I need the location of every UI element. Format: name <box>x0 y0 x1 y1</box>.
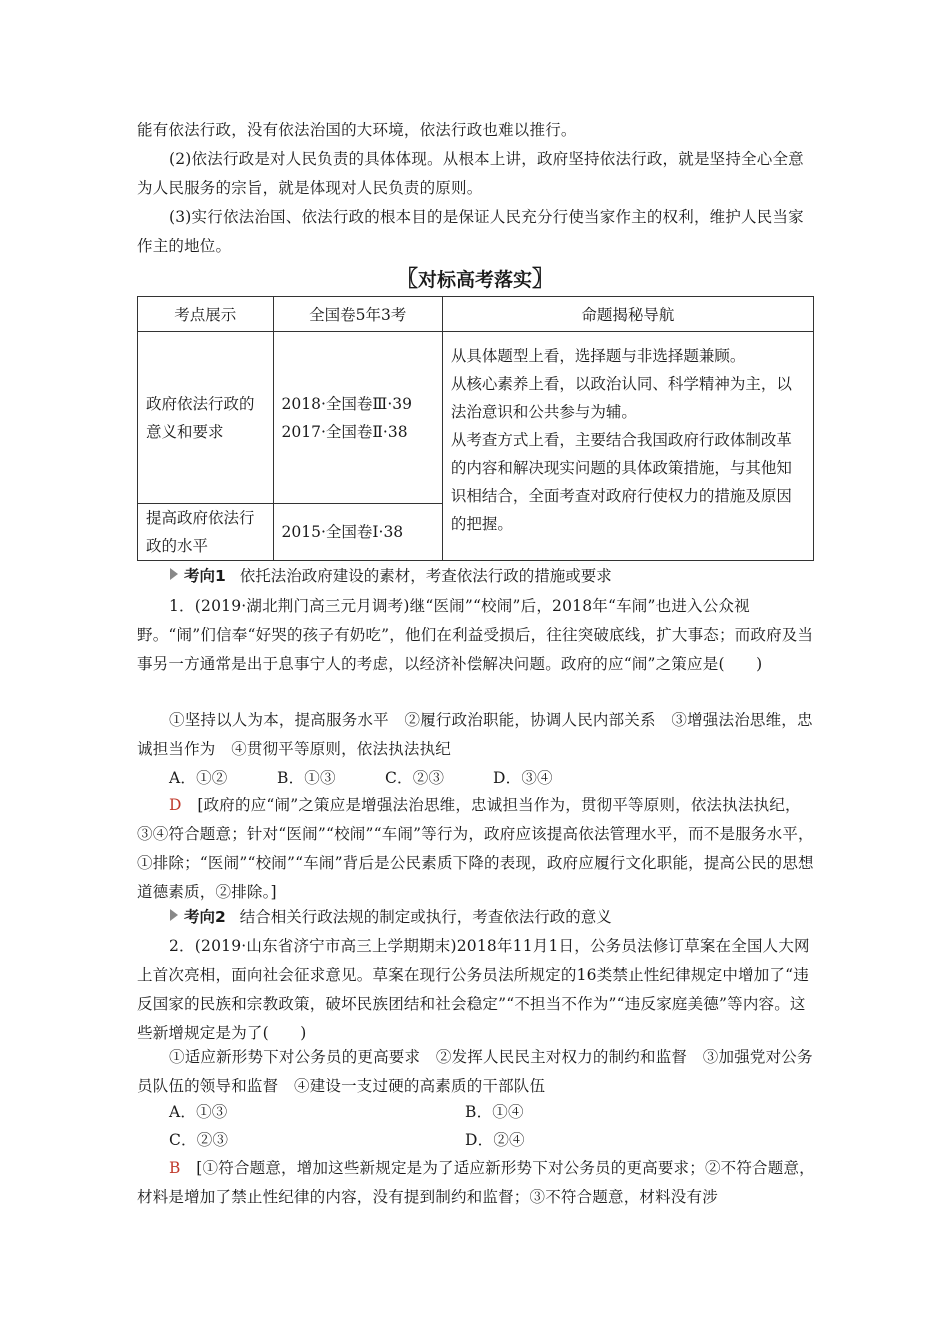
topic-cell: 政府依法行政的意义和要求 <box>138 332 274 504</box>
triangle-icon <box>170 568 178 580</box>
kaoxiang-label: 考向2 <box>184 908 226 926</box>
topic-cell: 提高政府依法行政的水平 <box>138 504 274 561</box>
question-items: ①坚持以人为本，提高服务水平 ②履行政治职能，协调人民内部关系 ③增强法治思维，忠诚担当作为 ④贯彻平等原则，依法执法执纪 <box>137 711 813 758</box>
kaoxiang-label: 考向1 <box>184 567 226 585</box>
explanation-text: [①符合题意，增加这些新规定是为了适应新形势下对公务员的更高要求；②不符合题意，材料是增加了禁止性纪律的内容，没有提到制约和监督；③不符合题意，材料没有涉 <box>137 1159 815 1206</box>
option: C．②③ <box>169 1131 229 1149</box>
exam-ref: 2018·全国卷Ⅲ·39 <box>281 394 412 413</box>
explanation-text: [政府的应“闹”之策应是增强法治思维，忠诚担当作为，贯彻平等原则，依法执法执纪，③④符合题意；针对“医闹”“校闹”“车闹”等行为，政府应该提高依法管理水平，而不是服务水平，①排除；“医闹”“校闹”“车闹”背后是公民素质下降的表现，政府应履行文化职能，提高公民的思想道德素质，②排除。] <box>137 796 814 901</box>
exam-cell <box>273 332 442 504</box>
intro-point-2: (2)依法行政是对人民负责的具体体现。从根本上讲，政府坚持依法行政，就是坚持全心全意为人民服务的宗旨，就是体现对人民负责的原则。 <box>137 150 804 197</box>
answer-letter: B <box>169 1159 181 1177</box>
table-header: 考点展示 <box>138 297 274 332</box>
question-options <box>137 764 817 793</box>
table-header-row <box>138 297 814 332</box>
exam-cell <box>273 504 442 561</box>
intro-line: 能有依法行政，没有依法治国的大环境，依法行政也难以推行。 <box>137 121 577 139</box>
option: C．②③ <box>385 769 445 787</box>
question-stem: 2．(2019·山东省济宁市高三上学期期末)2018年11月1日，公务员法修订草案在全国人大网上首次亮相，面向社会征求意见。草案在现行公务员法所规定的16类禁止性纪律规定中增加了“违反国家的民族和宗教政策，破坏民族团结和社会稳定”“不担当不作为”“违反家庭美德”等内容。这些新增规定是为了( ) <box>137 937 810 1042</box>
kaoxiang-text: 依托法治政府建设的素材，考查依法行政的措施或要求 <box>239 567 612 585</box>
table-header: 全国卷5年3考 <box>273 297 442 332</box>
answer-explanation <box>137 1154 817 1212</box>
kaoxiang-1 <box>170 562 612 590</box>
option: B．①③ <box>277 769 336 787</box>
question-options <box>137 1126 817 1155</box>
kaoxiang-text: 结合相关行政法规的制定或执行，考查依法行政的意义 <box>239 908 612 926</box>
question-stem: 1．(2019·湖北荆门高三元月调考)继“医闹”“校闹”后，2018年“车闹”也进入公众视野。“闹”们信奉“好哭的孩子有奶吃”，他们在利益受损后，往往突破底线，扩大事态；而政府及当事另一方通常是出于息事宁人的考虑，以经济补偿解决问题。政府的应“闹”之策应是( ) <box>137 597 814 673</box>
option: A．①③ <box>169 1103 228 1121</box>
exam-ref: 2015·全国卷Ⅰ·38 <box>281 523 404 541</box>
guide-line: 从考查方式上看，主要结合我国政府行政体制改革的内容和解决现实问题的具体政策措施，与其他知识相结合，全面考查对政府行使权力的措施及原因的把握。 <box>450 431 792 533</box>
guide-cell <box>442 332 813 561</box>
exam-table <box>137 296 814 561</box>
table-header: 命题揭秘导航 <box>442 297 813 332</box>
option: D．②④ <box>465 1131 525 1149</box>
question-options <box>137 1098 817 1127</box>
option: A．①② <box>169 769 228 787</box>
option: B．①④ <box>465 1103 524 1121</box>
guide-line: 从核心素养上看，以政治认同、科学精神为主，以法治意识和公共参与为辅。 <box>450 375 792 421</box>
table-row <box>138 332 814 504</box>
kaoxiang-2 <box>170 903 612 931</box>
exam-ref: 2017·全国卷Ⅱ·38 <box>281 422 408 441</box>
answer-letter: D <box>169 796 182 814</box>
triangle-icon <box>170 909 178 921</box>
section-heading <box>0 262 950 293</box>
question-items: ①适应新形势下对公务员的更高要求 ②发挥人民民主对权力的制约和监督 ③加强党对公务员队伍的领导和监督 ④建设一支过硬的高素质的干部队伍 <box>137 1048 813 1095</box>
answer-explanation <box>137 791 817 907</box>
intro-point-3: (3)实行依法治国、依法行政的根本目的是保证人民充分行使当家作主的权利，维护人民当家作主的地位。 <box>137 208 804 255</box>
bracket-right: 〗 <box>532 267 555 292</box>
section-title: 对标高考落实 <box>417 269 532 291</box>
option: D．③④ <box>493 769 553 787</box>
bracket-left: 〖 <box>395 267 418 292</box>
guide-line: 从具体题型上看，选择题与非选择题兼顾。 <box>450 347 746 365</box>
